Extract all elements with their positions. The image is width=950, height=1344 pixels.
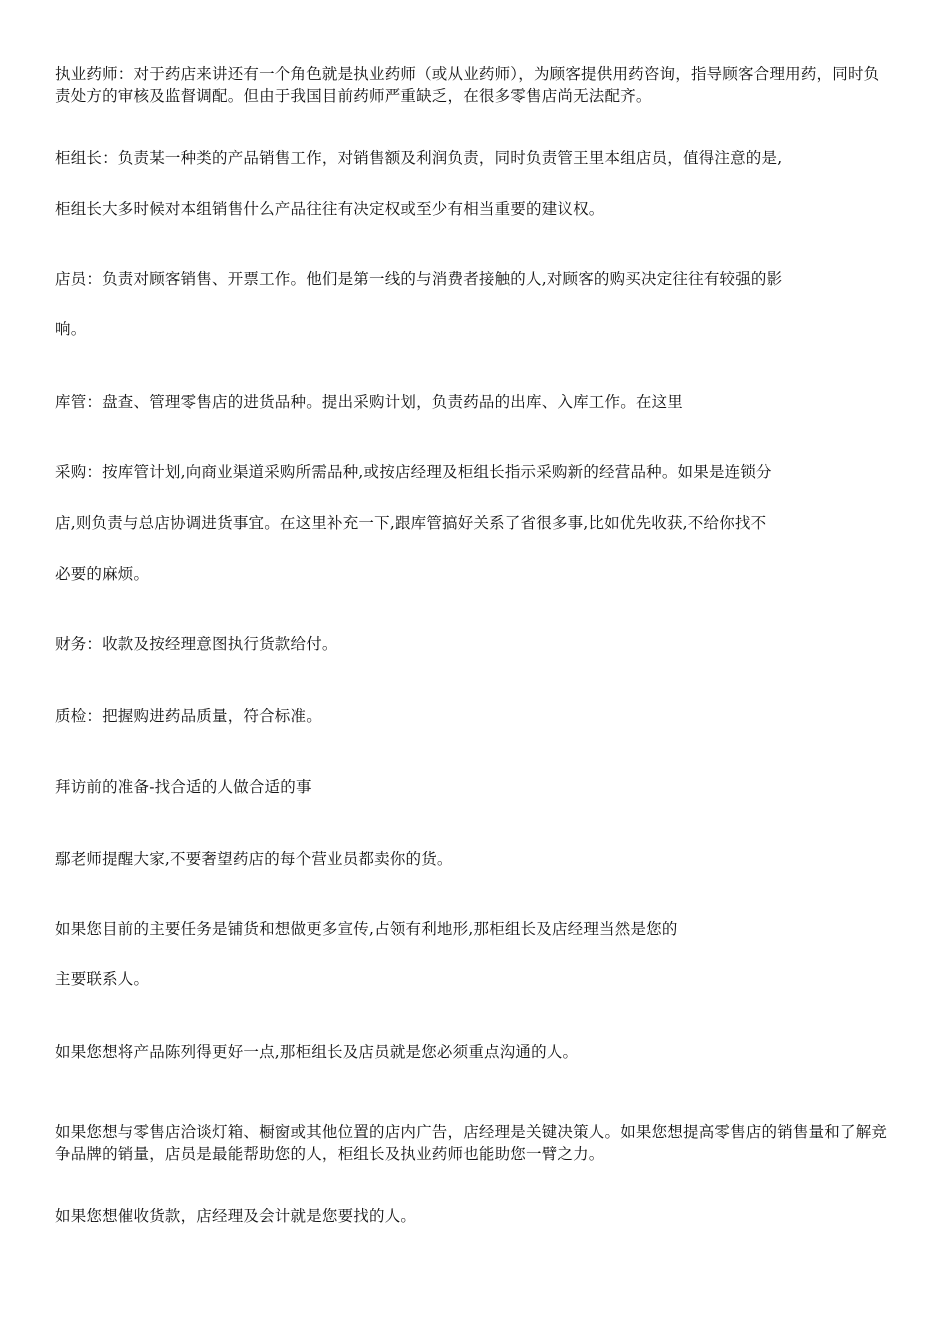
paragraph-pharmacist: 执业药师：对于药店来讲还有一个角色就是执业药师（或从业药师），为顾客提供用药咨询，指导顾客合理用药，同时负责处方的审核及监督调配。但由于我国目前药师严重缺乏，在很多零售店尚无法配齐。 xyxy=(55,65,880,105)
paragraph-warehouse: 库管：盘查、管理零售店的进货品种。提出采购计划，负责药品的出库、入库工作。在这里 xyxy=(55,393,684,411)
paragraph-distribution-line-2: 主要联系人。 xyxy=(55,970,150,988)
paragraph-purchasing-line-3: 必要的麻烦。 xyxy=(55,565,150,583)
paragraph-distribution-line-1: 如果您目前的主要任务是铺货和想做更多宣传,占领有利地形,那柜组长及店经理当然是您的 xyxy=(55,920,678,938)
paragraph-finance: 财务：收款及按经理意图执行货款给付。 xyxy=(55,635,338,653)
paragraph-purchasing-line-1: 采购：按库管计划,向商业渠道采购所需品种,或按店经理及柜组长指示采购新的经营品种。如果是连锁分 xyxy=(55,463,772,481)
paragraph-clerk-line-2: 响。 xyxy=(55,320,87,338)
paragraph-collection: 如果您想催收货款，店经理及会计就是您要找的人。 xyxy=(55,1207,417,1225)
section-heading-visit-prep: 拜访前的准备-找合适的人做合适的事 xyxy=(55,778,312,796)
paragraph-purchasing-line-2: 店,则负责与总店协调进货事宜。在这里补充一下,跟库管搞好关系了省很多事,比如优先收获,不给你找不 xyxy=(55,514,767,532)
paragraph-group-leader-line-1: 柜组长：负责某一种类的产品销售工作，对销售额及利润负责，同时负责管王里本组店员，值得注意的是, xyxy=(55,149,783,167)
paragraph-display: 如果您想将产品陈列得更好一点,那柜组长及店员就是您必须重点沟通的人。 xyxy=(55,1043,579,1061)
paragraph-quality: 质检：把握购进药品质量，符合标准。 xyxy=(55,707,322,725)
paragraph-clerk-line-1: 店员：负责对顾客销售、开票工作。他们是第一线的与消费者接触的人,对顾客的购买决定往往有较强的影 xyxy=(55,270,783,288)
paragraph-advertising: 如果您想与零售店洽谈灯箱、橱窗或其他位置的店内广告，店经理是关键决策人。如果您想提高零售店的销售量和了解竞争品牌的销量，店员是最能帮助您的人，柜组长及执业药师也能助您一臂之力。 xyxy=(55,1123,888,1163)
paragraph-group-leader-line-2: 柜组长大多时候对本组销售什么产品往往有决定权或至少有相当重要的建议权。 xyxy=(55,200,605,218)
paragraph-reminder: 鄢老师提醒大家,不要奢望药店的每个营业员都卖你的货。 xyxy=(55,850,453,868)
